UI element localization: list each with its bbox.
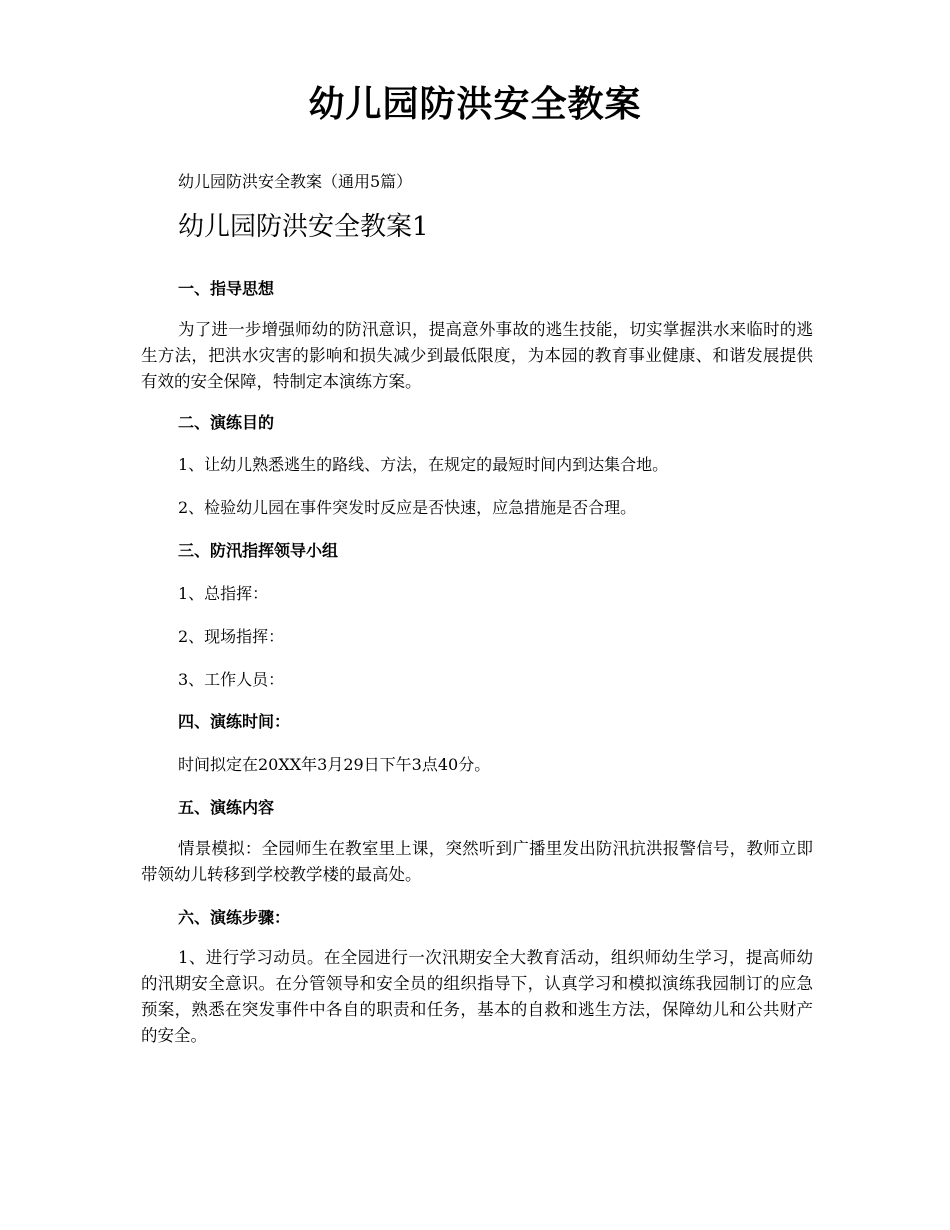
list-item-leadership-3: 3、工作人员： bbox=[178, 670, 285, 689]
time-text: 时间拟定在20XX年3月29日下午3点40分。 bbox=[178, 755, 491, 774]
document-title: 幼儿园防洪安全教案 bbox=[308, 83, 642, 125]
paragraph-content: 情景模拟：全园师生在教室里上课，突然听到广播里发出防汛抗洪报警信号，教师立即带领幼儿转移到学校教学楼的最高处。 bbox=[141, 839, 813, 884]
paragraph-steps: 1、进行学习动员。在全园进行一次汛期安全大教育活动，组织师幼生学习，提高师幼的汛期安全意识。在分管领导和安全员的组织指导下，认真学习和模拟演练我园制订的应急预案，熟悉在突发事件中各自的职责和任务，基本的自救和逃生方法，保障幼儿和公共财产的安全。 bbox=[141, 948, 813, 1045]
heading-time: 四、演练时间： bbox=[178, 712, 291, 731]
list-item-leadership-1: 1、总指挥： bbox=[178, 584, 269, 603]
section-title: 幼儿园防洪安全教案1 bbox=[178, 212, 429, 242]
heading-guiding: 一、指导思想 bbox=[178, 279, 275, 298]
paragraph-guiding: 为了进一步增强师幼的防汛意识，提高意外事故的逃生技能，切实掌握洪水来临时的逃生方法，把洪水灾害的影响和损失减少到最低限度，为本园的教育事业健康、和谐发展提供有效的安全保障，特制定本演练方案。 bbox=[141, 320, 813, 391]
list-item-purpose-2: 2、检验幼儿园在事件突发时反应是否快速，应急措施是否合理。 bbox=[178, 498, 637, 517]
heading-purpose: 二、演练目的 bbox=[178, 413, 275, 432]
heading-content: 五、演练内容 bbox=[178, 798, 275, 817]
list-item-leadership-2: 2、现场指挥： bbox=[178, 627, 285, 646]
document-subtitle: 幼儿园防洪安全教案（通用5篇） bbox=[178, 172, 413, 191]
list-item-purpose-1: 1、让幼儿熟悉逃生的路线、方法，在规定的最短时间内到达集合地。 bbox=[178, 455, 669, 474]
heading-leadership: 三、防汛指挥领导小组 bbox=[178, 541, 339, 560]
heading-steps: 六、演练步骤： bbox=[178, 908, 291, 927]
